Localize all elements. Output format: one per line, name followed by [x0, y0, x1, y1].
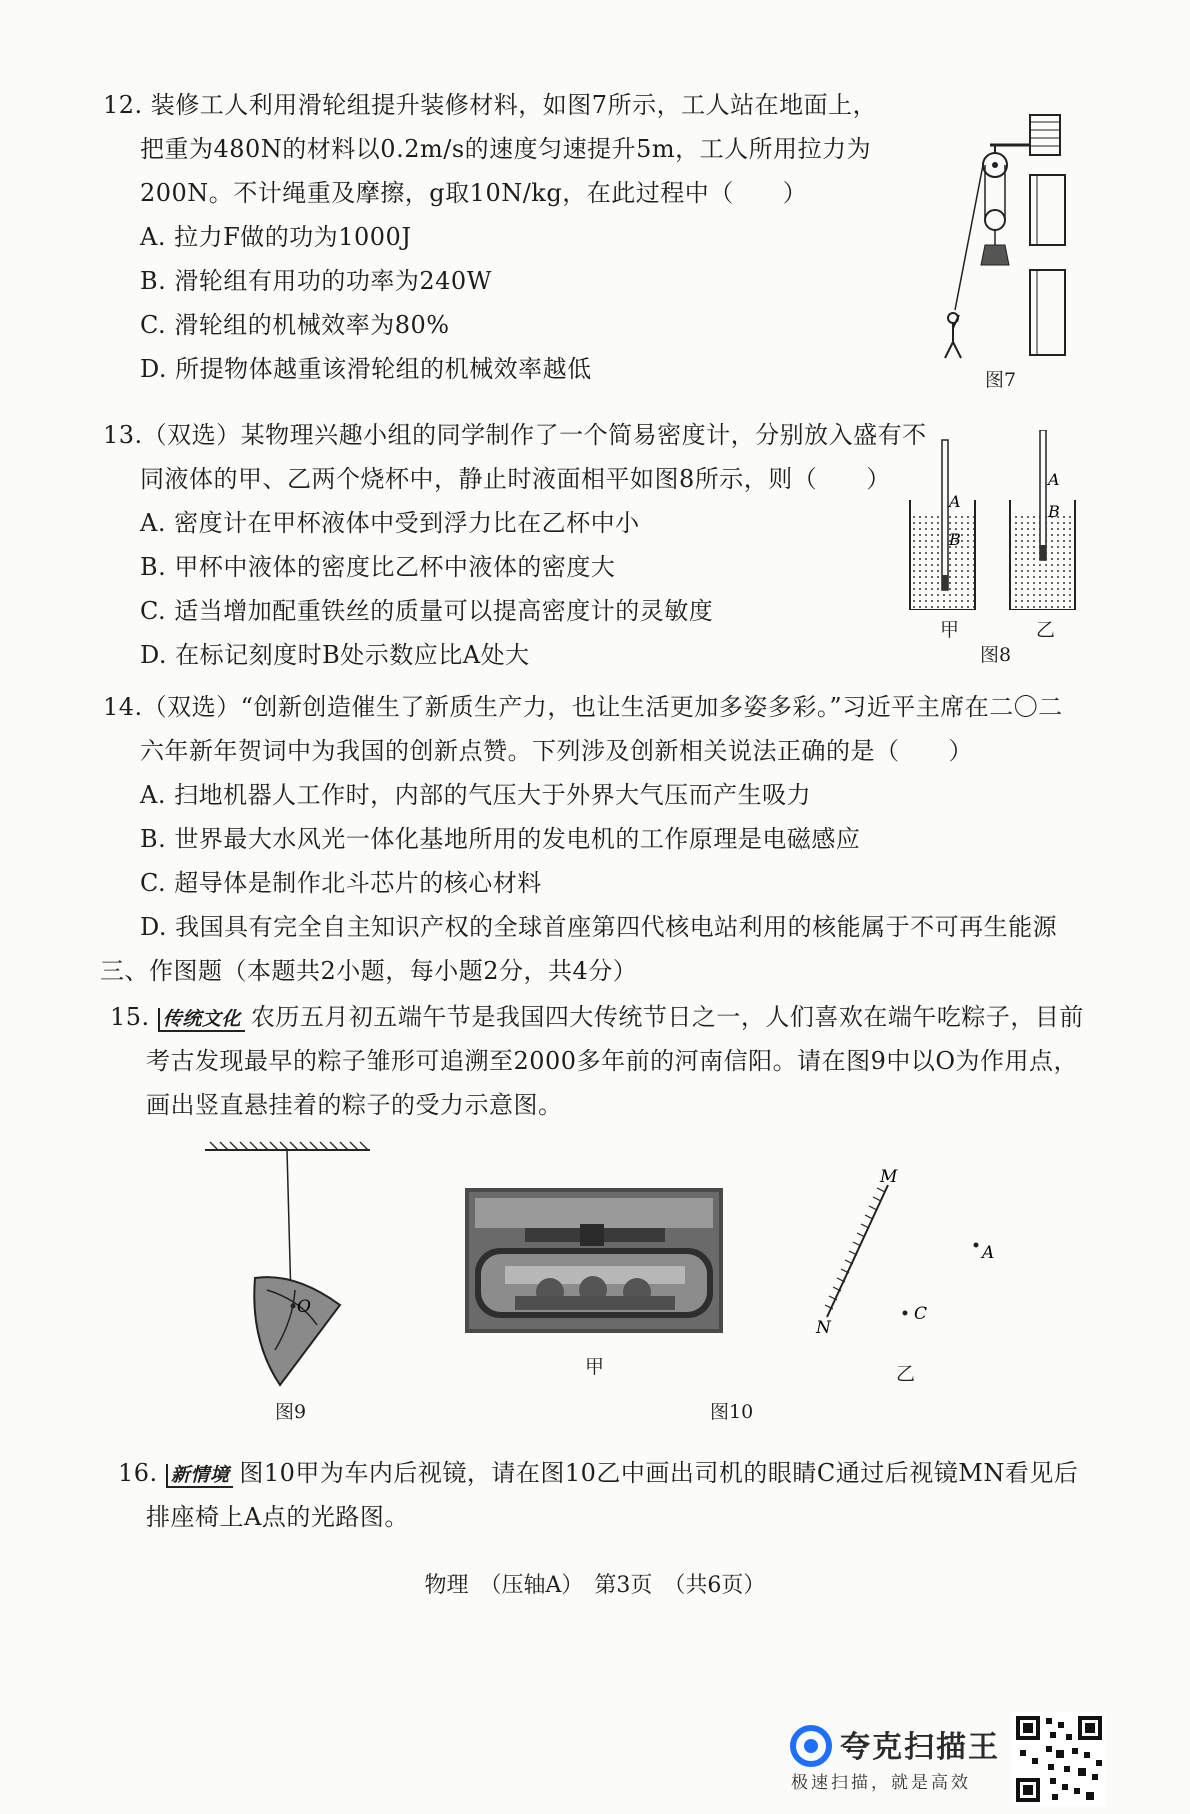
scanner-watermark — [785, 1718, 1005, 1793]
figure-10a-label-jia: 甲 — [585, 1356, 605, 1378]
figure-8-label-yi: 乙 — [1036, 619, 1056, 641]
q13-option-c: C. 适当增加配重铁丝的质量可以提高密度计的灵敏度 — [140, 597, 714, 625]
q16-number: 16. — [118, 1459, 158, 1487]
section-3-heading: 三、作图题（本题共2小题，每小题2分，共4分） — [100, 957, 638, 985]
fig10-point-n: N — [816, 1318, 831, 1335]
q13-stem-line-1: 13.（双选）某物理兴趣小组的同学制作了一个简易密度计，分别放入盛有不 — [103, 421, 927, 449]
fig10-point-c: C — [914, 1304, 928, 1324]
q16-text-line-1: 图10甲为车内后视镜，请在图10乙中画出司机的眼睛C通过后视镜MN看见后 — [239, 1459, 1079, 1487]
scanner-brand-name: 夸克扫描王 — [840, 1730, 1000, 1765]
figure-7-pulley-illustration — [935, 110, 1075, 360]
q12-option-d: D. 所提物体越重该滑轮组的机械效率越低 — [140, 355, 592, 383]
q15-badge-traditional-culture: 传统文化 — [158, 1008, 245, 1032]
q12-option-a: A. 拉力F做的功为1000J — [140, 223, 412, 251]
q14-stem-line-2: 六年新年贺词中为我国的创新点赞。下列涉及创新相关说法正确的是（ ） — [140, 737, 973, 765]
figure-8-label-jia: 甲 — [940, 619, 960, 641]
figure-8-caption: 图8 — [980, 644, 1012, 666]
q15-stem-line-2: 考古发现最早的粽子雏形可追溯至2000多年前的河南信阳。请在图9中以O为作用点， — [146, 1047, 1079, 1075]
q12-stem-line-2: 把重为480N的材料以0.2m/s的速度匀速提升5m，工人所用拉力为 — [140, 135, 872, 163]
q12-stem-line-3: 200N。不计绳重及摩擦，g取10N/kg，在此过程中（ ） — [140, 179, 808, 207]
qr-code-icon — [1012, 1712, 1106, 1806]
q13-stem-line-2: 同液体的甲、乙两个烧杯中，静止时液面相平如图8所示，则（ ） — [140, 465, 891, 493]
figure-10a-rearview-mirror-photo — [465, 1188, 723, 1333]
q15-text-line-1: 农历五月初五端午节是我国四大传统节日之一，人们喜欢在端午吃粽子，目前 — [250, 1003, 1084, 1031]
figure-10-caption: 图10 — [710, 1401, 754, 1423]
q15-number: 15. — [110, 1003, 150, 1031]
figure-8-hydrometer-illustration — [905, 430, 1095, 610]
q13-option-b: B. 甲杯中液体的密度比乙杯中液体的密度大 — [140, 553, 616, 581]
figure-10b-mirror-diagram — [810, 1165, 1010, 1335]
q16-stem-line-2: 排座椅上A点的光路图。 — [146, 1503, 409, 1531]
q13-option-a: A. 密度计在甲杯液体中受到浮力比在乙杯中小 — [140, 509, 640, 537]
q15-stem-line-3: 画出竖直悬挂着的粽子的受力示意图。 — [146, 1091, 563, 1119]
scanner-slogan: 极速扫描，就是高效 — [791, 1773, 971, 1793]
figure-10b-label-yi: 乙 — [896, 1363, 916, 1385]
q14-option-d: D. 我国具有完全自主知识产权的全球首座第四代核电站利用的核能属于不可再生能源 — [140, 913, 1058, 941]
page-footer: 物理 （压轴A） 第3页 （共6页） — [424, 1573, 766, 1598]
q12-option-c: C. 滑轮组的机械效率为80% — [140, 311, 450, 339]
q14-stem-line-1: 14.（双选）“创新创造催生了新质生产力，也让生活更加多姿多彩。”习近平主席在二〇二 — [103, 693, 1063, 721]
q13-option-d: D. 在标记刻度时B处示数应比A处大 — [140, 641, 530, 669]
scanner-logo-icon — [789, 1724, 833, 1768]
fig8-right-point-a: A — [1048, 470, 1060, 489]
q12-stem-line-1: 12. 装修工人利用滑轮组提升装修材料，如图7所示，工人站在地面上， — [103, 91, 878, 119]
figure-9-zongzi-illustration — [205, 1140, 375, 1390]
fig10-point-a: A — [982, 1243, 995, 1263]
q14-option-c: C. 超导体是制作北斗芯片的核心材料 — [140, 869, 542, 897]
fig8-left-point-a: A — [949, 492, 961, 511]
fig8-right-point-b: B — [1048, 502, 1060, 521]
q16-stem-line-1 — [118, 1456, 1078, 1490]
q14-option-a: A. 扫地机器人工作时，内部的气压大于外界大气压而产生吸力 — [140, 781, 812, 809]
q15-stem-line-1 — [110, 1000, 1084, 1034]
q16-badge-new-scenario: 新情境 — [166, 1464, 234, 1488]
fig10-point-m: M — [880, 1167, 898, 1187]
q12-option-b: B. 滑轮组有用功的功率为240W — [140, 267, 492, 295]
q14-option-b: B. 世界最大水风光一体化基地所用的发电机的工作原理是电磁感应 — [140, 825, 861, 853]
fig9-point-o: O — [297, 1297, 311, 1317]
figure-9-caption: 图9 — [275, 1401, 307, 1423]
figure-7-caption: 图7 — [985, 369, 1017, 391]
fig8-left-point-b: B — [949, 530, 961, 549]
